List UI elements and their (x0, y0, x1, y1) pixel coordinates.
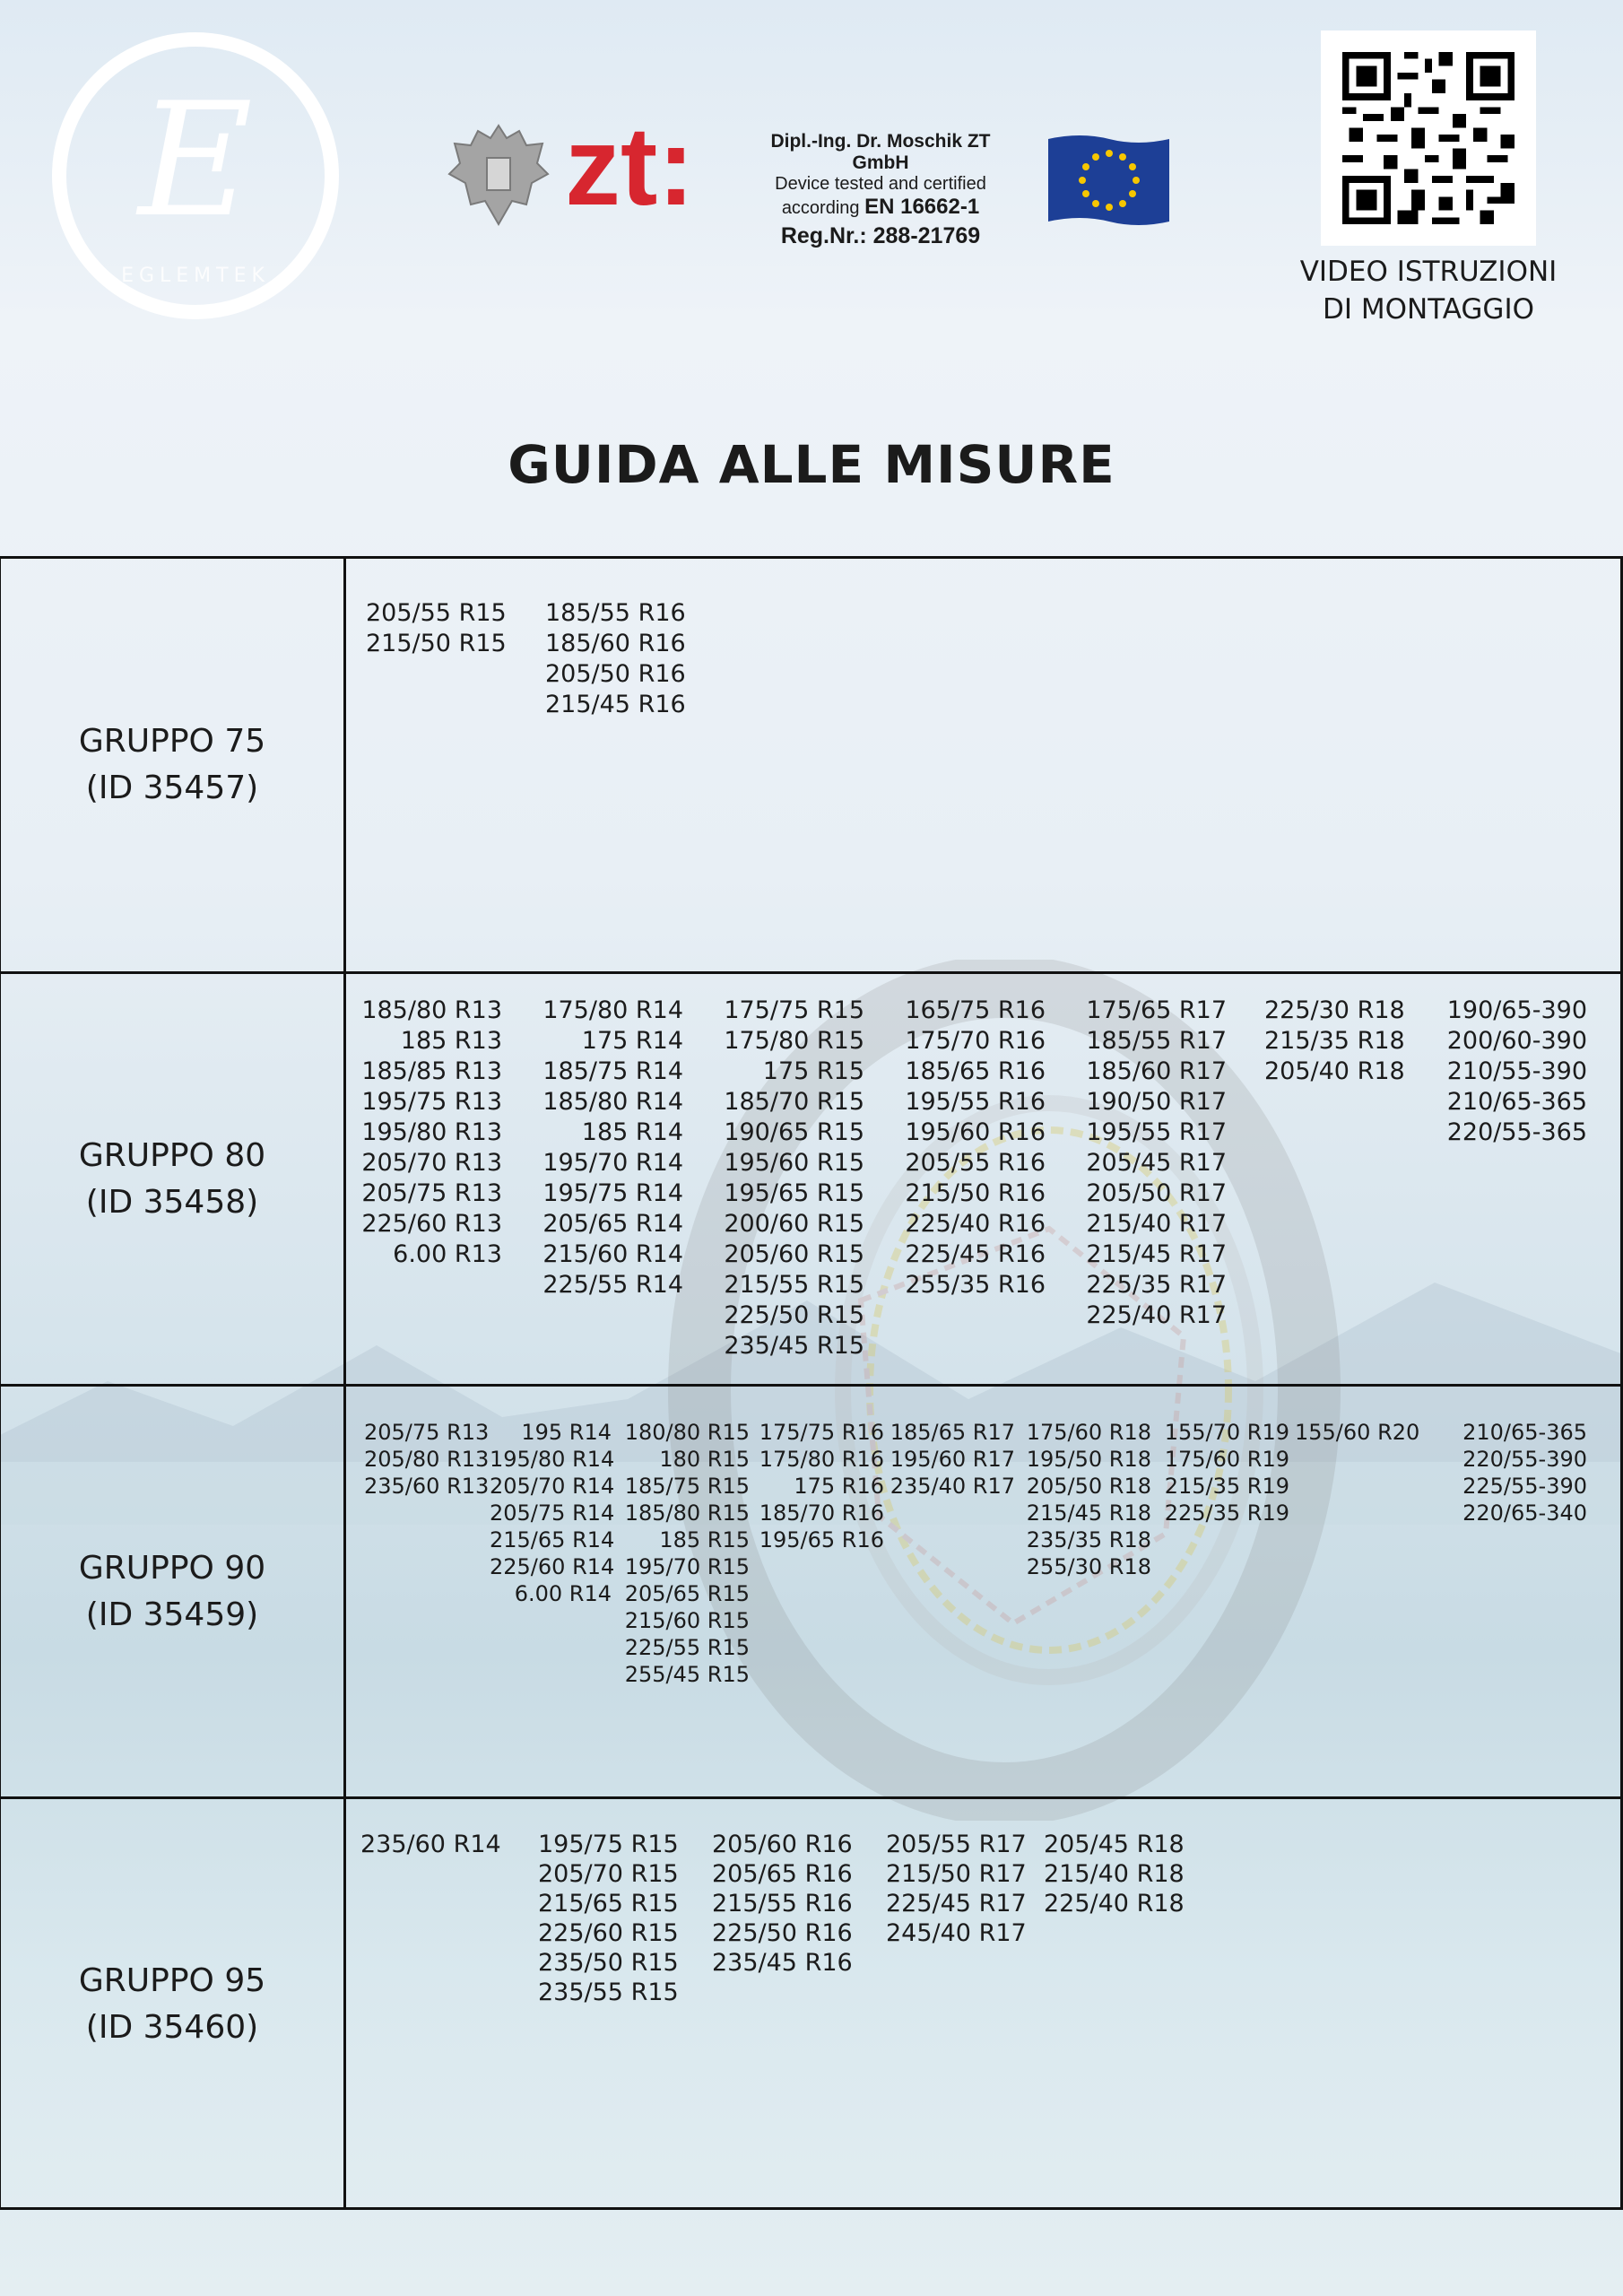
tire-size: 255/30 R18 (1026, 1554, 1151, 1579)
tire-size: 205/75 R14 (490, 1500, 615, 1526)
tire-size: 175/75 R15 (724, 996, 864, 1024)
tire-size: 190/50 R17 (1086, 1088, 1227, 1116)
size-column (617, 1419, 750, 1688)
tire-size: 195/65 R15 (724, 1179, 864, 1207)
group-name: GRUPPO 95 (78, 1961, 266, 1999)
tire-size: 210/65-365 (1462, 1420, 1587, 1445)
tire-size: 195/75 R13 (361, 1088, 502, 1116)
size-column (1020, 1419, 1151, 1580)
tire-size: 205/75 R13 (361, 1179, 502, 1207)
tire-size: 175 R15 (762, 1057, 864, 1085)
tire-size: 235/45 R16 (712, 1949, 853, 1977)
tire-size: 175/70 R16 (905, 1027, 1046, 1055)
zt-label: zt: (565, 115, 695, 222)
tire-size: 225/60 R15 (538, 1919, 679, 1947)
tire-size: 185/65 R17 (890, 1420, 1015, 1445)
size-column (753, 1419, 884, 1553)
size-column (538, 1830, 679, 2007)
tire-size: 225/45 R16 (905, 1240, 1046, 1268)
tire-size: 215/60 R15 (624, 1608, 750, 1633)
group-id: (ID 35460) (85, 2008, 259, 2046)
tire-size: 205/70 R14 (490, 1474, 615, 1499)
tire-size: 215/60 R14 (542, 1240, 683, 1268)
tire-size: 235/55 R15 (538, 1979, 679, 2006)
tire-size: 215/50 R15 (366, 630, 507, 657)
group-id: (ID 35459) (85, 1596, 259, 1633)
tire-size: 205/50 R16 (545, 660, 686, 688)
tire-size: 175/65 R17 (1086, 996, 1227, 1024)
tire-size: 190/65-390 (1446, 996, 1587, 1024)
size-columns (346, 1387, 1620, 1796)
tire-size: 215/45 R16 (545, 691, 686, 718)
tire-size: 205/60 R15 (724, 1240, 864, 1268)
tire-size: 185/70 R15 (724, 1088, 864, 1116)
tire-size: 205/65 R15 (624, 1581, 750, 1606)
tire-size: 215/45 R17 (1086, 1240, 1227, 1268)
zt-logo (565, 115, 726, 222)
certifier-name: Dipl.-Ing. Dr. Moschik ZT GmbH (770, 131, 991, 174)
size-column (366, 598, 507, 659)
tire-size: 205/65 R14 (542, 1210, 683, 1238)
svg-text:EGLEMTEK: EGLEMTEK (121, 265, 270, 287)
size-column (1157, 1419, 1289, 1526)
tire-size: 195/55 R16 (905, 1088, 1046, 1116)
size-column (886, 1830, 1027, 1948)
tire-size: 205/55 R17 (886, 1831, 1027, 1858)
size-columns (346, 1799, 1620, 2209)
tire-size: 220/55-365 (1446, 1118, 1587, 1146)
tire-size: 215/55 R16 (712, 1890, 853, 1918)
tire-size: 185/60 R16 (545, 630, 686, 657)
tire-size: 175/60 R19 (1164, 1447, 1289, 1472)
tire-size: 185/75 R15 (624, 1474, 750, 1499)
tire-size: 225/55 R15 (624, 1635, 750, 1660)
qr-code[interactable] (1321, 30, 1536, 246)
tire-size: 245/40 R17 (886, 1919, 1027, 1947)
tire-size: 205/80 R13 (364, 1447, 490, 1472)
tire-size: 185/80 R15 (624, 1500, 750, 1526)
size-table (0, 556, 1623, 2210)
tire-size: 185 R15 (659, 1527, 750, 1552)
austrian-eagle-icon (446, 118, 551, 230)
group-name: GRUPPO 80 (78, 1136, 266, 1174)
tire-size: 175 R14 (581, 1027, 683, 1055)
tire-size: 255/35 R16 (905, 1271, 1046, 1299)
registration-number: Reg.Nr.: 288-21769 (780, 222, 981, 248)
size-column (1083, 996, 1227, 1331)
tire-size: 205/65 R16 (712, 1860, 853, 1888)
tire-size: 235/45 R15 (724, 1332, 864, 1360)
group-row-75 (1, 559, 1620, 971)
tire-size: 215/50 R17 (886, 1860, 1027, 1888)
tire-size: 195/60 R15 (724, 1149, 864, 1177)
tire-size: 175/60 R18 (1026, 1420, 1151, 1445)
tire-size: 215/40 R17 (1086, 1210, 1227, 1238)
tire-size: 185 R14 (581, 1118, 683, 1146)
tire-size: 185/80 R14 (542, 1088, 683, 1116)
size-column (490, 1419, 615, 1607)
qr-caption: VIDEO ISTRUZIONI DI MONTAGGIO (1299, 256, 1558, 326)
tire-size: 185/70 R16 (759, 1500, 884, 1526)
size-column (1295, 1419, 1420, 1446)
size-column (1454, 1419, 1587, 1526)
tire-size: 220/65-340 (1462, 1500, 1587, 1526)
according-label: according (781, 198, 860, 219)
tire-size: 205/50 R17 (1086, 1179, 1227, 1207)
tire-size: 225/60 R13 (361, 1210, 502, 1238)
tire-size: 225/50 R16 (712, 1919, 853, 1947)
size-column (712, 1830, 853, 1978)
tire-size: 195/60 R16 (905, 1118, 1046, 1146)
tire-size: 205/75 R13 (364, 1420, 490, 1445)
tire-size: 185/85 R13 (361, 1057, 502, 1085)
tire-size: 205/50 R18 (1026, 1474, 1151, 1499)
tire-size: 210/55-390 (1446, 1057, 1587, 1085)
tire-size: 195/80 R13 (361, 1118, 502, 1146)
tire-size: 185/80 R13 (361, 996, 502, 1024)
tire-size: 220/55-390 (1462, 1447, 1587, 1472)
tire-size: 195/75 R15 (538, 1831, 679, 1858)
tire-size: 235/35 R18 (1026, 1527, 1151, 1552)
tire-size: 195/70 R14 (542, 1149, 683, 1177)
tire-size: 195/80 R14 (490, 1447, 615, 1472)
tire-size: 215/35 R18 (1264, 1027, 1405, 1055)
eglemtek-logo (50, 30, 341, 321)
size-column (359, 996, 502, 1270)
tire-size: 205/70 R15 (538, 1860, 679, 1888)
tire-size: 6.00 R13 (393, 1240, 502, 1268)
tire-size: 225/60 R14 (490, 1554, 615, 1579)
page-title: GUIDA ALLE MISURE (508, 434, 1115, 495)
tire-size: 225/40 R16 (905, 1210, 1046, 1238)
tire-size: 235/60 R14 (360, 1831, 501, 1858)
tire-size: 205/70 R13 (361, 1149, 502, 1177)
tire-size: 165/75 R16 (905, 996, 1046, 1024)
tire-size: 215/45 R18 (1026, 1500, 1151, 1526)
size-column (1445, 996, 1587, 1148)
tire-size: 215/65 R15 (538, 1890, 679, 1918)
tire-size: 225/40 R18 (1044, 1890, 1185, 1918)
tire-size: 225/55-390 (1462, 1474, 1587, 1499)
tire-size: 225/30 R18 (1264, 996, 1405, 1024)
tire-size: 225/50 R15 (724, 1301, 864, 1329)
tire-size: 175/75 R16 (759, 1420, 884, 1445)
tire-size: 185/55 R16 (545, 599, 686, 627)
tire-size: 175/80 R14 (542, 996, 683, 1024)
tire-size: 175/80 R16 (759, 1447, 884, 1472)
group-row-90 (1, 1384, 1620, 1796)
tire-size: 225/35 R19 (1164, 1500, 1289, 1526)
group-row-95 (1, 1796, 1620, 2209)
tire-size: 195/60 R17 (890, 1447, 1015, 1472)
tire-size: 215/50 R16 (905, 1179, 1046, 1207)
tire-size: 195/55 R17 (1086, 1118, 1227, 1146)
tire-size: 195/75 R14 (542, 1179, 683, 1207)
tire-size: 195 R14 (521, 1420, 612, 1445)
tire-size: 200/60-390 (1446, 1027, 1587, 1055)
eu-flag-icon (1045, 132, 1173, 229)
tire-size: 200/60 R15 (724, 1210, 864, 1238)
size-column (902, 996, 1046, 1300)
tire-size: 185 R13 (400, 1027, 502, 1055)
tire-size: 205/55 R16 (905, 1149, 1046, 1177)
size-column (1264, 996, 1404, 1087)
qr-code-icon (1342, 52, 1515, 224)
tire-size: 225/45 R17 (886, 1890, 1027, 1918)
group-id: (ID 35458) (85, 1183, 259, 1221)
size-columns (346, 559, 1620, 971)
tire-size: 195/70 R15 (624, 1554, 750, 1579)
size-column (545, 598, 686, 720)
group-id: (ID 35457) (85, 770, 259, 806)
tire-size: 185/55 R17 (1086, 1027, 1227, 1055)
tire-size: 210/65-365 (1446, 1088, 1587, 1116)
tire-size: 190/65 R15 (724, 1118, 864, 1146)
tire-size: 155/70 R19 (1164, 1420, 1289, 1445)
svg-text:E: E (138, 70, 253, 252)
tire-size: 185/75 R14 (542, 1057, 683, 1085)
tire-size: 235/60 R13 (364, 1474, 490, 1499)
tire-size: 180/80 R15 (624, 1420, 750, 1445)
certification-text (742, 131, 1020, 249)
tire-size: 185/65 R16 (905, 1057, 1046, 1085)
group-name: GRUPPO 90 (78, 1549, 266, 1587)
tire-size: 215/65 R14 (490, 1527, 615, 1552)
tire-size: 185/60 R17 (1086, 1057, 1227, 1085)
tire-size: 225/40 R17 (1086, 1301, 1227, 1329)
tire-size: 175/80 R15 (724, 1027, 864, 1055)
tire-size: 205/40 R18 (1264, 1057, 1405, 1085)
tire-size: 155/60 R20 (1295, 1420, 1420, 1445)
group-name: GRUPPO 75 (78, 723, 266, 760)
size-column (364, 1419, 490, 1500)
tire-size: 225/55 R14 (542, 1271, 683, 1299)
certification-note: Device tested and certified (775, 174, 986, 195)
tire-size: 215/55 R15 (724, 1271, 864, 1299)
size-column (1044, 1830, 1185, 1918)
tire-size: 195/65 R16 (759, 1527, 884, 1552)
tire-size: 6.00 R14 (514, 1581, 612, 1606)
standard-code: EN 16662-1 (864, 195, 980, 220)
size-column (721, 996, 864, 1361)
tire-size: 180 R15 (659, 1447, 750, 1472)
size-columns (346, 974, 1620, 1384)
tire-size: 215/40 R18 (1044, 1860, 1185, 1888)
tire-size: 235/40 R17 (890, 1474, 1015, 1499)
certification-strip (446, 115, 1181, 248)
tire-size: 205/60 R16 (712, 1831, 853, 1858)
tire-size: 215/35 R19 (1164, 1474, 1289, 1499)
group-row-80 (1, 971, 1620, 1384)
size-column (538, 996, 683, 1300)
tire-size: 205/55 R15 (366, 599, 507, 627)
tire-size: 225/35 R17 (1086, 1271, 1227, 1299)
tire-size: 195/50 R18 (1026, 1447, 1151, 1472)
tire-size: 175 R16 (794, 1474, 884, 1499)
tire-size: 205/45 R18 (1044, 1831, 1185, 1858)
size-column (360, 1830, 501, 1859)
size-column (890, 1419, 1015, 1500)
tire-size: 205/45 R17 (1086, 1149, 1227, 1177)
tire-size: 235/50 R15 (538, 1949, 679, 1977)
tire-size: 255/45 R15 (624, 1662, 750, 1687)
